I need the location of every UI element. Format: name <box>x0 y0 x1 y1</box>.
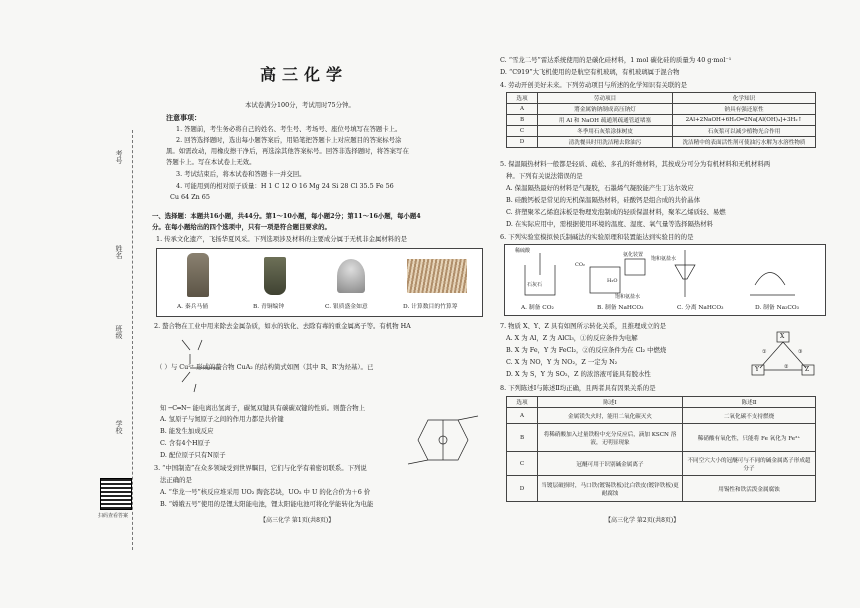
question-8: 8. 下列陈述Ⅰ与陈述Ⅱ均正确，且两者具有因果关系的是 <box>500 384 656 392</box>
table-row <box>507 126 816 137</box>
table-cell: 2Al+2NaOH+6H₂O═2Na[Al(OH)₄]+3H₂↑ <box>673 115 816 126</box>
table-row <box>507 476 816 502</box>
q6-label: CO₂ <box>575 262 585 268</box>
q6-label: H₂O <box>607 278 618 284</box>
q7-option: C. X 为 NO，Y 为 NO₂，Z 一定为 N₂ <box>506 358 618 366</box>
page-footer: 【高三化学 第1页(共8页)】 <box>260 517 335 524</box>
label-xuexiao: 学校 <box>115 420 123 434</box>
q3-option: B. “嫦娥五号”使用的是锂太阳能电池，锂太阳能电池可将化学能转化为电能 <box>160 500 374 508</box>
q6-label: 饱和氨盐水 <box>651 256 677 262</box>
q6-option: C. 分离 NaHCO₃ <box>677 305 724 311</box>
table-cell: 当镀层破损时，马口铁(镀锡铁板)比白铁皮(镀锌铁板)更耐腐蚀 <box>538 476 683 502</box>
table-header: 陈述Ⅰ <box>538 397 683 408</box>
cua2-chelate-diagram <box>398 410 488 470</box>
q2-option: A. 氢原子与氮原子之间的作用力都是共价键 <box>160 415 284 423</box>
table-cell: 稀硝酸有氧化性，只能将 Fe 氧化为 Fe²⁺ <box>683 424 816 452</box>
table-cell: 冬季用石灰浆涂抹树皮 <box>538 126 673 137</box>
q3-option: A. “华龙一号”核反应堆采用 UO₂ 陶瓷芯块，UO₂ 中 U 的化合价为＋6 价 <box>160 488 371 496</box>
qr-code[interactable] <box>100 478 132 510</box>
table-cell: C <box>507 126 538 137</box>
q7-node-x: X <box>780 333 785 340</box>
table-cell: A <box>507 104 538 115</box>
label-banji: 班级 <box>115 325 123 339</box>
q7-option: B. X 为 Fe，Y 为 FeCl₂，②的反应条件为在 Cl₂ 中燃烧 <box>506 346 667 354</box>
score-line: 本试卷满分100分，考试用时75分钟。 <box>245 101 355 109</box>
q6-option: A. 制备 CO₂ <box>521 305 554 311</box>
silver-ruyi-image <box>337 259 365 293</box>
table-header: 劳动项目 <box>538 93 673 104</box>
note-line: 4. 可能用到的相对原子质量：H 1 C 12 O 16 Mg 24 Si 28 Cl 35.5 Fe 56 <box>176 182 394 190</box>
q3-line: 3. “中国制造”在众多领域受到世界瞩目，它们与化学有着密切联系。下列说 <box>154 464 367 472</box>
q3-option: D. “C919”大飞机使用的是航空有机玻璃，有机玻璃属于混合物 <box>500 68 680 76</box>
q7-mark: ③ <box>798 349 803 355</box>
notes-title: 注意事项： <box>166 113 201 122</box>
question-1: 1. 传承文化遗产，飞扬华夏风采。下列选项涉及材料的主要成分属于无机非金属材料的是 <box>156 235 407 243</box>
q2-line: （ ）与 Cu²⁺ 形成的螯合物 CuA₂ 的结构简式如图（其中 R、R′为烃基）。已 <box>156 363 374 371</box>
table-row <box>507 424 816 452</box>
section-title: 一、选择题：本题共16小题，共44分。第1～10小题，每小题2分；第11～16小题，每小题4 <box>152 212 421 220</box>
page-footer: 【高三化学 第2页(共8页)】 <box>605 517 680 524</box>
terracotta-warrior-image <box>187 253 209 297</box>
q7-mark: ② <box>784 364 789 370</box>
note-line: 3. 考试结束后，将本试卷和答题卡一并交回。 <box>176 170 306 178</box>
table-cell: B <box>507 424 538 452</box>
q7-line: 7. 物质 X、Y、Z 具有如图所示转化关系，且推理成立的是 <box>500 322 666 330</box>
note-line: 2. 回答选择题时，选出每小题答案后，用铅笔把答题卡上对应题目的答案标号涂 <box>176 136 402 144</box>
q2-option: B. 能发生加成反应 <box>160 427 214 435</box>
q2-option: C. 含有4个H原子 <box>160 439 211 447</box>
table-cell: D <box>507 476 538 502</box>
section-title-2: 分。在每小题给出的四个选项中，只有一项是符合题目要求的。 <box>152 223 331 231</box>
exam-title: 高三化学 <box>260 65 349 84</box>
table-cell: 二氧化碳不支持燃烧 <box>683 408 816 424</box>
q2-option: D. 配位原子只有N原子 <box>160 451 226 459</box>
table-header: 选项 <box>507 397 538 408</box>
table-cell: 金属镁失火时，能用二氧化碳灭火 <box>538 408 683 424</box>
table-row <box>507 452 816 476</box>
table-cell: 用 Al 和 NaOH 疏通剂疏通管道堵塞 <box>538 115 673 126</box>
q7-option: A. X 为 Al，Z 为 AlCl₃，①的反应条件为电解 <box>506 334 638 342</box>
question-6: 6. 下列实验室模拟侯氏制碱法的实验原理和装置能达到实验目的的是 <box>500 233 694 241</box>
label-xingming: 姓名 <box>115 245 123 259</box>
q5-option: D. 在实际应用中，需根据使用环境的温度、湿度、氧气量等选择隔热材料 <box>506 220 714 228</box>
q1-option: B. 青铜编钟 <box>253 304 285 310</box>
note-line: Cu 64 Zn 65 <box>170 193 210 201</box>
qr-label: 扫码查看答案 <box>98 513 129 519</box>
q3-option: C. “雪龙二号”雷达系统使用的是碳化硅材料，1 mol 碳化硅的质量为 40 g·mol⁻¹ <box>500 56 732 64</box>
table-cell: 洗洁精中的表面活性剂可使油污水解为水溶性物质 <box>673 137 816 148</box>
q6-label: 饱和氨盐水 <box>615 294 641 300</box>
note-line: 答题卡上。写在本试卷上无效。 <box>166 158 256 166</box>
table-cell: 將金属钠钠制成高压钠灯 <box>538 104 673 115</box>
binding-margin <box>0 0 150 608</box>
table-row <box>507 104 816 115</box>
q5-line: 5. 保温隔热材料一般都是轻质、疏松、多孔的纤维材料，其按成分可分为有机材料和无机材料两 <box>500 160 771 168</box>
page-2 <box>500 0 840 608</box>
table-header: 陈述Ⅱ <box>683 397 816 408</box>
table-cell: A <box>507 408 538 424</box>
page-1 <box>150 0 490 608</box>
table-cell: 用锡性和铁活泼金属腐蚀 <box>683 476 816 502</box>
q1-option: D. 计算数目的竹算筹 <box>403 304 458 310</box>
q6-label: 稀硫酸 <box>515 248 531 254</box>
q6-apparatus-drawings <box>505 245 825 303</box>
q8-table <box>506 396 816 502</box>
label-kaohao: 考号 <box>115 150 123 164</box>
q4-table <box>506 92 816 148</box>
table-cell: 不同空穴大小的冠醚可与不同的碱金属离子形成超分子 <box>683 452 816 476</box>
q5-option: C. 挤塑聚苯乙烯泡沫板是物理发泡制成的轻质保温材料，聚苯乙烯质轻、易燃 <box>506 208 726 216</box>
q1-option: C. 银质盛金如意 <box>325 304 368 310</box>
table-header: 化学知识 <box>673 93 816 104</box>
table-cell: 石灰浆可以减少植物光合作用 <box>673 126 816 137</box>
bamboo-counting-rods-image <box>407 259 467 293</box>
table-cell: 清洗餐具时用洗洁精去除油污 <box>538 137 673 148</box>
q1-figure-box <box>156 248 483 317</box>
q2-line: 2. 螯合物在工业中用来除去金属杂质，如水的软化、去除有毒的重金属离子等。有机物 HA <box>154 322 411 330</box>
q2-line: 知 ─C═N─ 能电离出氢离子，碳氮双键具有碳碳双键的性质。则螯合物上 <box>160 404 366 412</box>
q7-mark: ① <box>762 349 767 355</box>
note-line: 1. 答题前，考生务必将自己的姓名、考生号、考场号、座位号填写在答题卡上。 <box>176 125 402 133</box>
table-cell: B <box>507 115 538 126</box>
table-cell: C <box>507 452 538 476</box>
q7-option: D. X 为 S，Y 为 SO₂，Z 的浓溶液可能具有脱水性 <box>506 370 651 378</box>
question-4: 4. 劳动开创美好未来。下列劳动项目与所述的化学知识有关联的是 <box>500 81 688 89</box>
q7-node-z: Z <box>805 366 810 373</box>
table-cell: D <box>507 137 538 148</box>
q6-apparatus-box <box>504 244 826 316</box>
q6-option: D. 制备 Na₂CO₃ <box>755 305 799 311</box>
q1-option: A. 秦兵马俑 <box>177 304 209 310</box>
q6-label: 氨化装置 <box>623 252 644 258</box>
table-header: 选项 <box>507 93 538 104</box>
table-row <box>507 408 816 424</box>
note-line: 黑。如需改动，用橡皮擦干净后，再选涂其他答案标号。回答非选择题时，将答案写在 <box>166 147 409 155</box>
table-row <box>507 137 816 148</box>
q5-option: B. 硅酸钙板是常见的无机保温隔热材料，硅酸钙是组合成的共价晶体 <box>506 196 701 204</box>
table-cell: 将稀硝酸加入过量铁粉中充分反应后，滴加 KSCN 溶液，无明显现象 <box>538 424 683 452</box>
q6-label: 石灰石 <box>527 282 543 288</box>
q6-option: B. 制备 NaHCO₃ <box>597 305 644 311</box>
table-cell: 冠醚可用于识别碱金属离子 <box>538 452 683 476</box>
q5-option: A. 保温隔热最好的材料是气凝胶，石墨烯气凝胶能产生丁达尔效应 <box>506 184 694 192</box>
q5-line: 种。下列有关说法错误的是 <box>506 172 583 180</box>
binding-line <box>132 130 133 550</box>
table-row <box>507 115 816 126</box>
bronze-bell-image <box>264 257 286 295</box>
q7-node-y: Y <box>755 366 759 373</box>
q3-line: 法正确的是 <box>160 476 192 484</box>
table-cell: 钠具有强还原性 <box>673 104 816 115</box>
